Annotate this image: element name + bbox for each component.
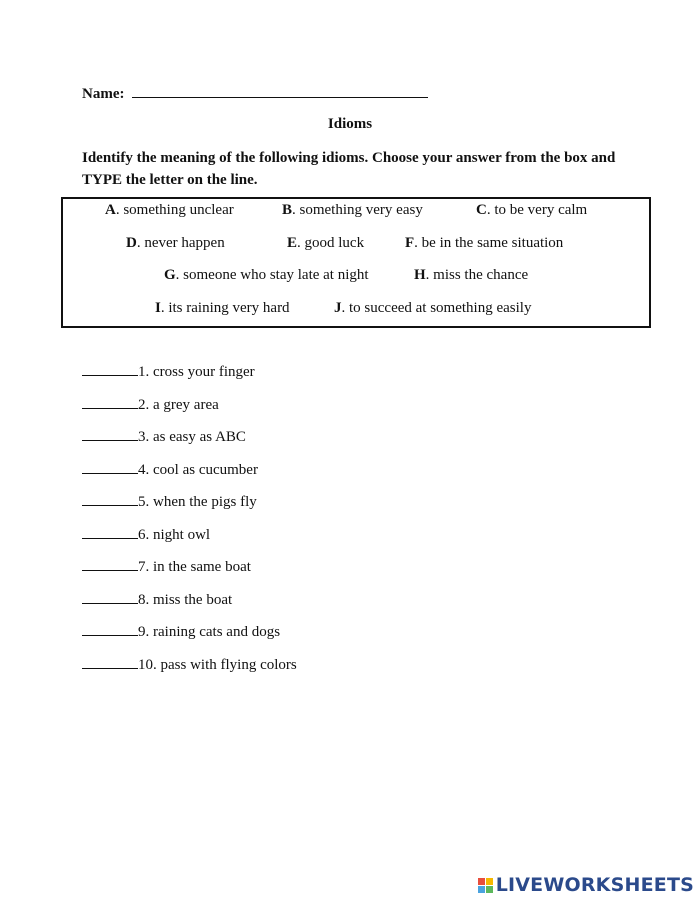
option-b: B. something very easy (282, 202, 423, 218)
option-h: H. miss the chance (414, 267, 529, 283)
logo-square-yellow (486, 878, 493, 885)
logo-square-red (478, 878, 485, 885)
instructions: Identify the meaning of the following idioms. Choose your answer from the box and TYPE the letter on the line. (82, 150, 616, 188)
question-item: 9. raining cats and dogs (82, 622, 280, 641)
option-i: I. its raining very hard (155, 300, 290, 316)
option-j: J. to succeed at something easily (334, 300, 532, 316)
question-item: 7. in the same boat (82, 557, 251, 576)
logo-square-green (486, 886, 493, 893)
answer-blank[interactable] (82, 395, 138, 409)
question-item: 1. cross your finger (82, 362, 255, 381)
question-item: 3. as easy as ABC (82, 427, 246, 446)
answer-blank[interactable] (82, 622, 138, 636)
answer-blank[interactable] (82, 362, 138, 376)
question-item: 10. pass with flying colors (82, 655, 297, 674)
page-title: Idioms (327, 116, 373, 132)
answer-options-box (61, 197, 651, 328)
question-item: 5. when the pigs fly (82, 492, 257, 511)
name-label: Name: (82, 86, 125, 102)
option-c: C. to be very calm (476, 202, 588, 218)
option-g: G. someone who stay late at night (164, 267, 369, 283)
answer-blank[interactable] (82, 590, 138, 604)
answer-blank[interactable] (82, 427, 138, 441)
question-item: 6. night owl (82, 525, 210, 544)
option-f: F. be in the same situation (405, 235, 564, 251)
question-item: 8. miss the boat (82, 590, 232, 609)
question-item: 2. a grey area (82, 395, 219, 414)
liveworksheets-watermark (478, 874, 694, 896)
watermark-text: LIVEWORKSHEETS (495, 874, 694, 896)
option-d: D. never happen (126, 235, 225, 251)
answer-blank[interactable] (82, 460, 138, 474)
answer-blank[interactable] (82, 492, 138, 506)
option-e: E. good luck (287, 235, 365, 251)
question-item: 4. cool as cucumber (82, 460, 258, 479)
name-input-line[interactable] (132, 82, 428, 98)
option-a: A. something unclear (105, 202, 234, 218)
logo-square-blue (478, 886, 485, 893)
answer-blank[interactable] (82, 525, 138, 539)
answer-blank[interactable] (82, 557, 138, 571)
name-field (82, 82, 428, 103)
liveworksheets-logo-icon (478, 878, 493, 893)
answer-blank[interactable] (82, 655, 138, 669)
